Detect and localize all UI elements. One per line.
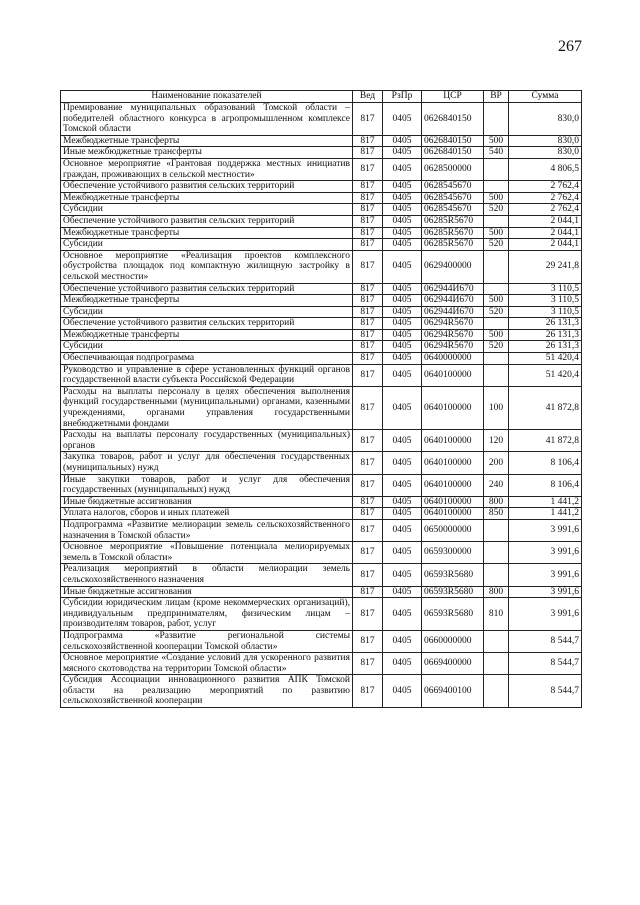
row-ved: 817: [353, 215, 383, 227]
page-number: 267: [558, 38, 582, 55]
row-rzpr: 0405: [383, 386, 422, 429]
row-rzpr: 0405: [383, 306, 422, 318]
row-sum: 2 762,4: [509, 181, 582, 193]
table-row: [61, 564, 582, 586]
row-ved: 817: [353, 564, 383, 586]
row-csr: 0640100000: [422, 430, 484, 452]
row-sum: 830,0: [509, 103, 582, 136]
row-sum: 2 044,1: [509, 227, 582, 239]
table-row: [61, 215, 582, 227]
table-row: [61, 630, 582, 652]
row-rzpr: 0405: [383, 283, 422, 295]
row-name: Основное мероприятие «Реализация проектов комплексного обустройства площадок под компактную жилищную застройку в сельской местности»: [61, 250, 353, 283]
row-vr: 810: [484, 598, 509, 631]
row-csr: 062944И670: [422, 306, 484, 318]
row-sum: 29 241,8: [509, 250, 582, 283]
row-rzpr: 0405: [383, 364, 422, 386]
row-rzpr: 0405: [383, 239, 422, 251]
row-rzpr: 0405: [383, 430, 422, 452]
row-csr: 0628545670: [422, 192, 484, 204]
row-rzpr: 0405: [383, 675, 422, 708]
table-row: [61, 496, 582, 508]
row-name: Уплата налогов, сборов и иных платежей: [61, 508, 353, 520]
row-vr: [484, 564, 509, 586]
row-sum: 41 872,8: [509, 386, 582, 429]
row-csr: 0628500000: [422, 158, 484, 180]
row-ved: 817: [353, 283, 383, 295]
row-name: Расходы на выплаты персоналу государственных (муниципальных) органов: [61, 430, 353, 452]
row-sum: 3 991,6: [509, 519, 582, 541]
row-rzpr: 0405: [383, 295, 422, 307]
row-sum: 51 420,4: [509, 353, 582, 365]
table-row: [61, 227, 582, 239]
table-row: [61, 295, 582, 307]
row-rzpr: 0405: [383, 519, 422, 541]
row-vr: 100: [484, 386, 509, 429]
row-vr: [484, 364, 509, 386]
row-csr: 06294R5670: [422, 329, 484, 341]
table-row: [61, 586, 582, 598]
row-ved: 817: [353, 329, 383, 341]
row-sum: 8 544,7: [509, 630, 582, 652]
row-ved: 817: [353, 250, 383, 283]
row-rzpr: 0405: [383, 341, 422, 353]
row-name: Межбюджетные трансферты: [61, 135, 353, 147]
header-csr: ЦСР: [422, 91, 484, 103]
row-vr: 850: [484, 508, 509, 520]
table-row: [61, 452, 582, 474]
row-sum: 51 420,4: [509, 364, 582, 386]
row-csr: 0629400000: [422, 250, 484, 283]
table-row: [61, 329, 582, 341]
row-vr: 520: [484, 306, 509, 318]
row-vr: [484, 103, 509, 136]
row-csr: 0640100000: [422, 474, 484, 496]
row-rzpr: 0405: [383, 508, 422, 520]
row-vr: [484, 318, 509, 330]
row-sum: 4 806,5: [509, 158, 582, 180]
row-ved: 817: [353, 508, 383, 520]
row-name: Иные бюджетные ассигнования: [61, 586, 353, 598]
row-name: Межбюджетные трансферты: [61, 329, 353, 341]
row-sum: 8 106,4: [509, 474, 582, 496]
row-csr: 06285R5670: [422, 239, 484, 251]
row-name: Премирование муниципальных образований Томской области – победителей областного конкурса в агропромышленном комплексе Томской области: [61, 103, 353, 136]
row-rzpr: 0405: [383, 474, 422, 496]
table-row: [61, 386, 582, 429]
row-ved: 817: [353, 386, 383, 429]
row-name: Расходы на выплаты персоналу в целях обеспечения выполнения функций государственными (муниципальными) органами, казенными учреждениями, органами управления государственными внебюджетными фондами: [61, 386, 353, 429]
table-row: [61, 306, 582, 318]
row-ved: 817: [353, 496, 383, 508]
row-csr: 0640100000: [422, 386, 484, 429]
row-ved: 817: [353, 135, 383, 147]
row-rzpr: 0405: [383, 598, 422, 631]
row-vr: [484, 158, 509, 180]
row-rzpr: 0405: [383, 181, 422, 193]
row-csr: 0626840150: [422, 147, 484, 159]
row-csr: 0640000000: [422, 353, 484, 365]
row-vr: 200: [484, 452, 509, 474]
row-csr: 0669400100: [422, 675, 484, 708]
row-ved: 817: [353, 675, 383, 708]
row-sum: 8 544,7: [509, 675, 582, 708]
row-vr: 500: [484, 227, 509, 239]
row-rzpr: 0405: [383, 452, 422, 474]
row-ved: 817: [353, 353, 383, 365]
row-name: Закупка товаров, работ и услуг для обеспечения государственных (муниципальных) нужд: [61, 452, 353, 474]
row-vr: [484, 181, 509, 193]
row-ved: 817: [353, 181, 383, 193]
row-ved: 817: [353, 306, 383, 318]
row-vr: 520: [484, 239, 509, 251]
row-csr: 06593R5680: [422, 586, 484, 598]
row-sum: 26 131,3: [509, 341, 582, 353]
row-sum: 830,0: [509, 135, 582, 147]
table-row: [61, 598, 582, 631]
row-name: Основное мероприятие «Грантовая поддержка местных инициатив граждан, проживающих в сельской местности»: [61, 158, 353, 180]
row-csr: 06285R5670: [422, 215, 484, 227]
table-row: [61, 364, 582, 386]
table-row: [61, 519, 582, 541]
header-name: Наименование показателей: [61, 91, 353, 103]
row-vr: 120: [484, 430, 509, 452]
table-row: [61, 158, 582, 180]
row-ved: 817: [353, 586, 383, 598]
row-name: Обеспечение устойчивого развития сельских территорий: [61, 181, 353, 193]
row-sum: 1 441,2: [509, 508, 582, 520]
row-sum: 1 441,2: [509, 496, 582, 508]
row-csr: 062944И670: [422, 295, 484, 307]
row-csr: 06285R5670: [422, 227, 484, 239]
row-vr: 500: [484, 329, 509, 341]
row-csr: 0650000000: [422, 519, 484, 541]
row-name: Обеспечивающая подпрограмма: [61, 353, 353, 365]
row-rzpr: 0405: [383, 158, 422, 180]
row-name: Иные закупки товаров, работ и услуг для обеспечения государственных (муниципальных) нужд: [61, 474, 353, 496]
row-name: Иные бюджетные ассигнования: [61, 496, 353, 508]
row-rzpr: 0405: [383, 496, 422, 508]
row-ved: 817: [353, 630, 383, 652]
row-sum: 3 991,6: [509, 564, 582, 586]
row-vr: [484, 250, 509, 283]
row-ved: 817: [353, 147, 383, 159]
row-name: Межбюджетные трансферты: [61, 227, 353, 239]
row-rzpr: 0405: [383, 250, 422, 283]
row-csr: 0626840150: [422, 135, 484, 147]
row-csr: 06294R5670: [422, 318, 484, 330]
row-rzpr: 0405: [383, 542, 422, 564]
row-name: Субсидии: [61, 204, 353, 216]
row-vr: 520: [484, 341, 509, 353]
row-csr: 0628545670: [422, 181, 484, 193]
table-row: [61, 675, 582, 708]
table-row: [61, 430, 582, 452]
row-rzpr: 0405: [383, 630, 422, 652]
row-name: Межбюджетные трансферты: [61, 295, 353, 307]
row-sum: 26 131,3: [509, 329, 582, 341]
row-csr: 0640100000: [422, 452, 484, 474]
row-vr: [484, 675, 509, 708]
row-rzpr: 0405: [383, 192, 422, 204]
row-rzpr: 0405: [383, 135, 422, 147]
table-row: [61, 283, 582, 295]
row-csr: 06593R5680: [422, 564, 484, 586]
row-sum: 2 762,4: [509, 192, 582, 204]
row-sum: 8 106,4: [509, 452, 582, 474]
row-ved: 817: [353, 653, 383, 675]
header-sum: Сумма: [509, 91, 582, 103]
row-rzpr: 0405: [383, 204, 422, 216]
row-sum: 2 044,1: [509, 239, 582, 251]
row-rzpr: 0405: [383, 329, 422, 341]
row-vr: [484, 519, 509, 541]
row-vr: [484, 630, 509, 652]
row-name: Иные межбюджетные трансферты: [61, 147, 353, 159]
row-rzpr: 0405: [383, 103, 422, 136]
row-rzpr: 0405: [383, 318, 422, 330]
row-ved: 817: [353, 318, 383, 330]
header-rzpr: РзПр: [383, 91, 422, 103]
row-name: Субсидия Ассоциации инновационного развития АПК Томской области на реализацию мероприятий по развитию сельскохозяйственной кооперации: [61, 675, 353, 708]
row-name: Субсидии юридическим лицам (кроме некоммерческих организаций), индивидуальным предпринимателям, физическим лицам – производителям товаров, работ, услуг: [61, 598, 353, 631]
row-name: Подпрограмма «Развитие региональной системы сельскохозяйственной кооперации Томской области»: [61, 630, 353, 652]
row-vr: [484, 542, 509, 564]
row-vr: 800: [484, 496, 509, 508]
row-vr: 540: [484, 147, 509, 159]
row-name: Обеспечение устойчивого развития сельских территорий: [61, 318, 353, 330]
table-row: [61, 204, 582, 216]
header-ved: Вед: [353, 91, 383, 103]
table-row: [61, 250, 582, 283]
row-ved: 817: [353, 519, 383, 541]
row-vr: 520: [484, 204, 509, 216]
row-rzpr: 0405: [383, 215, 422, 227]
row-rzpr: 0405: [383, 147, 422, 159]
row-csr: 06294R5670: [422, 341, 484, 353]
row-name: Обеспечение устойчивого развития сельских территорий: [61, 283, 353, 295]
row-rzpr: 0405: [383, 564, 422, 586]
row-vr: [484, 283, 509, 295]
row-ved: 817: [353, 239, 383, 251]
row-ved: 817: [353, 598, 383, 631]
table-body: [61, 103, 582, 708]
row-rzpr: 0405: [383, 586, 422, 598]
row-rzpr: 0405: [383, 227, 422, 239]
row-name: Субсидии: [61, 239, 353, 251]
row-sum: 3 991,6: [509, 598, 582, 631]
row-csr: 0669400000: [422, 653, 484, 675]
row-sum: 830,0: [509, 147, 582, 159]
row-name: Руководство и управление в сфере установленных функций органов государственной власти субъекта Российской Федерации: [61, 364, 353, 386]
table-row: [61, 239, 582, 251]
row-vr: 500: [484, 135, 509, 147]
row-ved: 817: [353, 103, 383, 136]
row-vr: 500: [484, 192, 509, 204]
row-ved: 817: [353, 452, 383, 474]
row-vr: [484, 215, 509, 227]
table-row: [61, 147, 582, 159]
row-name: Субсидии: [61, 341, 353, 353]
row-ved: 817: [353, 192, 383, 204]
row-csr: 0626840150: [422, 103, 484, 136]
row-ved: 817: [353, 364, 383, 386]
header-vr: ВР: [484, 91, 509, 103]
row-csr: 0659300000: [422, 542, 484, 564]
row-csr: 0660000000: [422, 630, 484, 652]
row-sum: 26 131,3: [509, 318, 582, 330]
row-sum: 3 110,5: [509, 295, 582, 307]
row-name: Подпрограмма «Развитие мелиорации земель сельскохозяйственного назначения в Томской области»: [61, 519, 353, 541]
row-rzpr: 0405: [383, 653, 422, 675]
row-vr: 800: [484, 586, 509, 598]
budget-table: [60, 90, 582, 708]
row-csr: 062944И670: [422, 283, 484, 295]
row-vr: [484, 653, 509, 675]
row-csr: 0628545670: [422, 204, 484, 216]
row-csr: 0640100000: [422, 496, 484, 508]
row-ved: 817: [353, 542, 383, 564]
table-row: [61, 103, 582, 136]
table-row: [61, 341, 582, 353]
row-ved: 817: [353, 295, 383, 307]
table-row: [61, 353, 582, 365]
row-sum: 3 991,6: [509, 542, 582, 564]
row-sum: 3 991,6: [509, 586, 582, 598]
row-name: Обеспечение устойчивого развития сельских территорий: [61, 215, 353, 227]
row-name: Субсидии: [61, 306, 353, 318]
row-sum: 8 544,7: [509, 653, 582, 675]
row-csr: 0640100000: [422, 508, 484, 520]
row-vr: 240: [484, 474, 509, 496]
row-ved: 817: [353, 430, 383, 452]
table-row: [61, 508, 582, 520]
table-row: [61, 474, 582, 496]
table-header-row: [61, 91, 582, 103]
row-csr: 0640100000: [422, 364, 484, 386]
row-rzpr: 0405: [383, 353, 422, 365]
table-row: [61, 135, 582, 147]
table-row: [61, 653, 582, 675]
row-sum: 2 044,1: [509, 215, 582, 227]
row-name: Реализация мероприятий в области мелиорации земель сельскохозяйственного назначения: [61, 564, 353, 586]
row-ved: 817: [353, 204, 383, 216]
table-row: [61, 542, 582, 564]
row-sum: 2 762,4: [509, 204, 582, 216]
row-ved: 817: [353, 341, 383, 353]
row-sum: 41 872,8: [509, 430, 582, 452]
row-name: Основное мероприятие «Повышение потенциала мелиорируемых земель в Томской области»: [61, 542, 353, 564]
row-sum: 3 110,5: [509, 283, 582, 295]
row-csr: 06593R5680: [422, 598, 484, 631]
row-vr: [484, 353, 509, 365]
row-name: Межбюджетные трансферты: [61, 192, 353, 204]
row-vr: 500: [484, 295, 509, 307]
table-row: [61, 192, 582, 204]
row-ved: 817: [353, 158, 383, 180]
row-sum: 3 110,5: [509, 306, 582, 318]
row-name: Основное мероприятие «Создание условий для ускоренного развития мясного скотоводства на территории Томской области»: [61, 653, 353, 675]
table-row: [61, 181, 582, 193]
row-ved: 817: [353, 474, 383, 496]
table-row: [61, 318, 582, 330]
row-ved: 817: [353, 227, 383, 239]
